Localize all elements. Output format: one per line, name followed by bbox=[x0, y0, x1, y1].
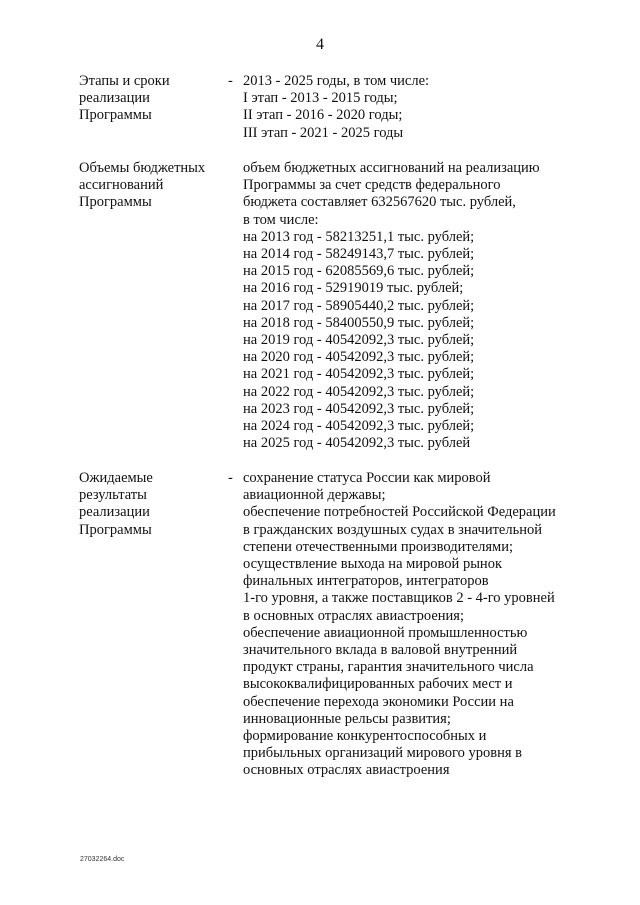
text-line: III этап - 2021 - 2025 годы bbox=[243, 124, 404, 141]
text-line: осуществление выхода на мировой рынок bbox=[243, 556, 502, 573]
page-number: 4 bbox=[316, 36, 324, 53]
text-line: в том числе: bbox=[243, 211, 319, 228]
text-line: объем бюджетных ассигнований на реализацию bbox=[243, 160, 540, 176]
stages-dash: - bbox=[228, 73, 233, 89]
text-line: на 2014 год - 58249143,7 тыс. рублей; bbox=[243, 246, 475, 263]
text-line: бюджета составляет 632567620 тыс. рублей, bbox=[243, 194, 516, 211]
text-line: на 2017 год - 58905440,2 тыс. рублей; bbox=[243, 297, 475, 314]
text-line: на 2018 год - 58400550,9 тыс. рублей; bbox=[243, 314, 475, 331]
text-line: в основных отраслях авиастроения; bbox=[243, 607, 464, 624]
results-label: Ожидаемые результаты реализации Программы bbox=[79, 470, 153, 538]
results-dash: - bbox=[228, 470, 233, 486]
text-line: значительного вклада в валовой внутренний bbox=[243, 642, 518, 659]
text-line: авиационной державы; bbox=[243, 487, 386, 504]
text-line: основных отраслях авиастроения bbox=[243, 762, 450, 779]
text-line: степени отечественными производителями; bbox=[243, 538, 514, 555]
text-line: 1-го уровня, а также поставщиков 2 - 4-го уровней bbox=[243, 590, 555, 607]
text-line: формирование конкурентоспособных и bbox=[243, 728, 487, 745]
stages-content bbox=[243, 73, 583, 142]
text-line: обеспечение авиационной промышленностью bbox=[243, 624, 528, 641]
text-line: в гражданских воздушных судах в значительной bbox=[243, 521, 542, 538]
budget-label: Объемы бюджетных ассигнований Программы bbox=[79, 160, 206, 211]
text-line: на 2020 год - 40542092,3 тыс. рублей; bbox=[243, 349, 475, 366]
text-line: инновационные рельсы развития; bbox=[243, 710, 451, 727]
text-line: обеспечение перехода экономики России на bbox=[243, 693, 514, 710]
text-line: 2013 - 2025 годы, в том числе: bbox=[243, 73, 430, 89]
text-line: на 2016 год - 52919019 тыс. рублей; bbox=[243, 280, 464, 297]
text-line: Программы за счет средств федерального bbox=[243, 177, 501, 194]
text-line: на 2013 год - 58213251,1 тыс. рублей; bbox=[243, 228, 475, 245]
text-line: прибыльных организаций мирового уровня в bbox=[243, 745, 522, 762]
text-line: обеспечение потребностей Российской Федерации bbox=[243, 504, 556, 521]
results-content bbox=[243, 470, 583, 780]
text-line: высококвалифицированных рабочих мест и bbox=[243, 676, 513, 693]
text-line: на 2022 год - 40542092,3 тыс. рублей; bbox=[243, 383, 475, 400]
budget-content bbox=[243, 160, 583, 452]
text-line: на 2025 год - 40542092,3 тыс. рублей bbox=[243, 435, 471, 452]
text-line: II этап - 2016 - 2020 годы; bbox=[243, 107, 403, 124]
stages-label: Этапы и сроки реализации Программы bbox=[79, 73, 170, 124]
text-line: продукт страны, гарантия значительного числа bbox=[243, 659, 534, 676]
text-line: финальных интеграторов, интеграторов bbox=[243, 573, 489, 590]
text-line: на 2015 год - 62085569,6 тыс. рублей; bbox=[243, 263, 475, 280]
text-line: на 2019 год - 40542092,3 тыс. рублей; bbox=[243, 332, 475, 349]
text-line: на 2021 год - 40542092,3 тыс. рублей; bbox=[243, 366, 475, 383]
text-line: на 2024 год - 40542092,3 тыс. рублей; bbox=[243, 418, 475, 435]
file-name-footer: 27032264.doc bbox=[80, 856, 125, 863]
text-line: на 2023 год - 40542092,3 тыс. рублей; bbox=[243, 400, 475, 417]
text-line: I этап - 2013 - 2015 годы; bbox=[243, 90, 398, 107]
text-line: сохранение статуса России как мировой bbox=[243, 470, 491, 486]
